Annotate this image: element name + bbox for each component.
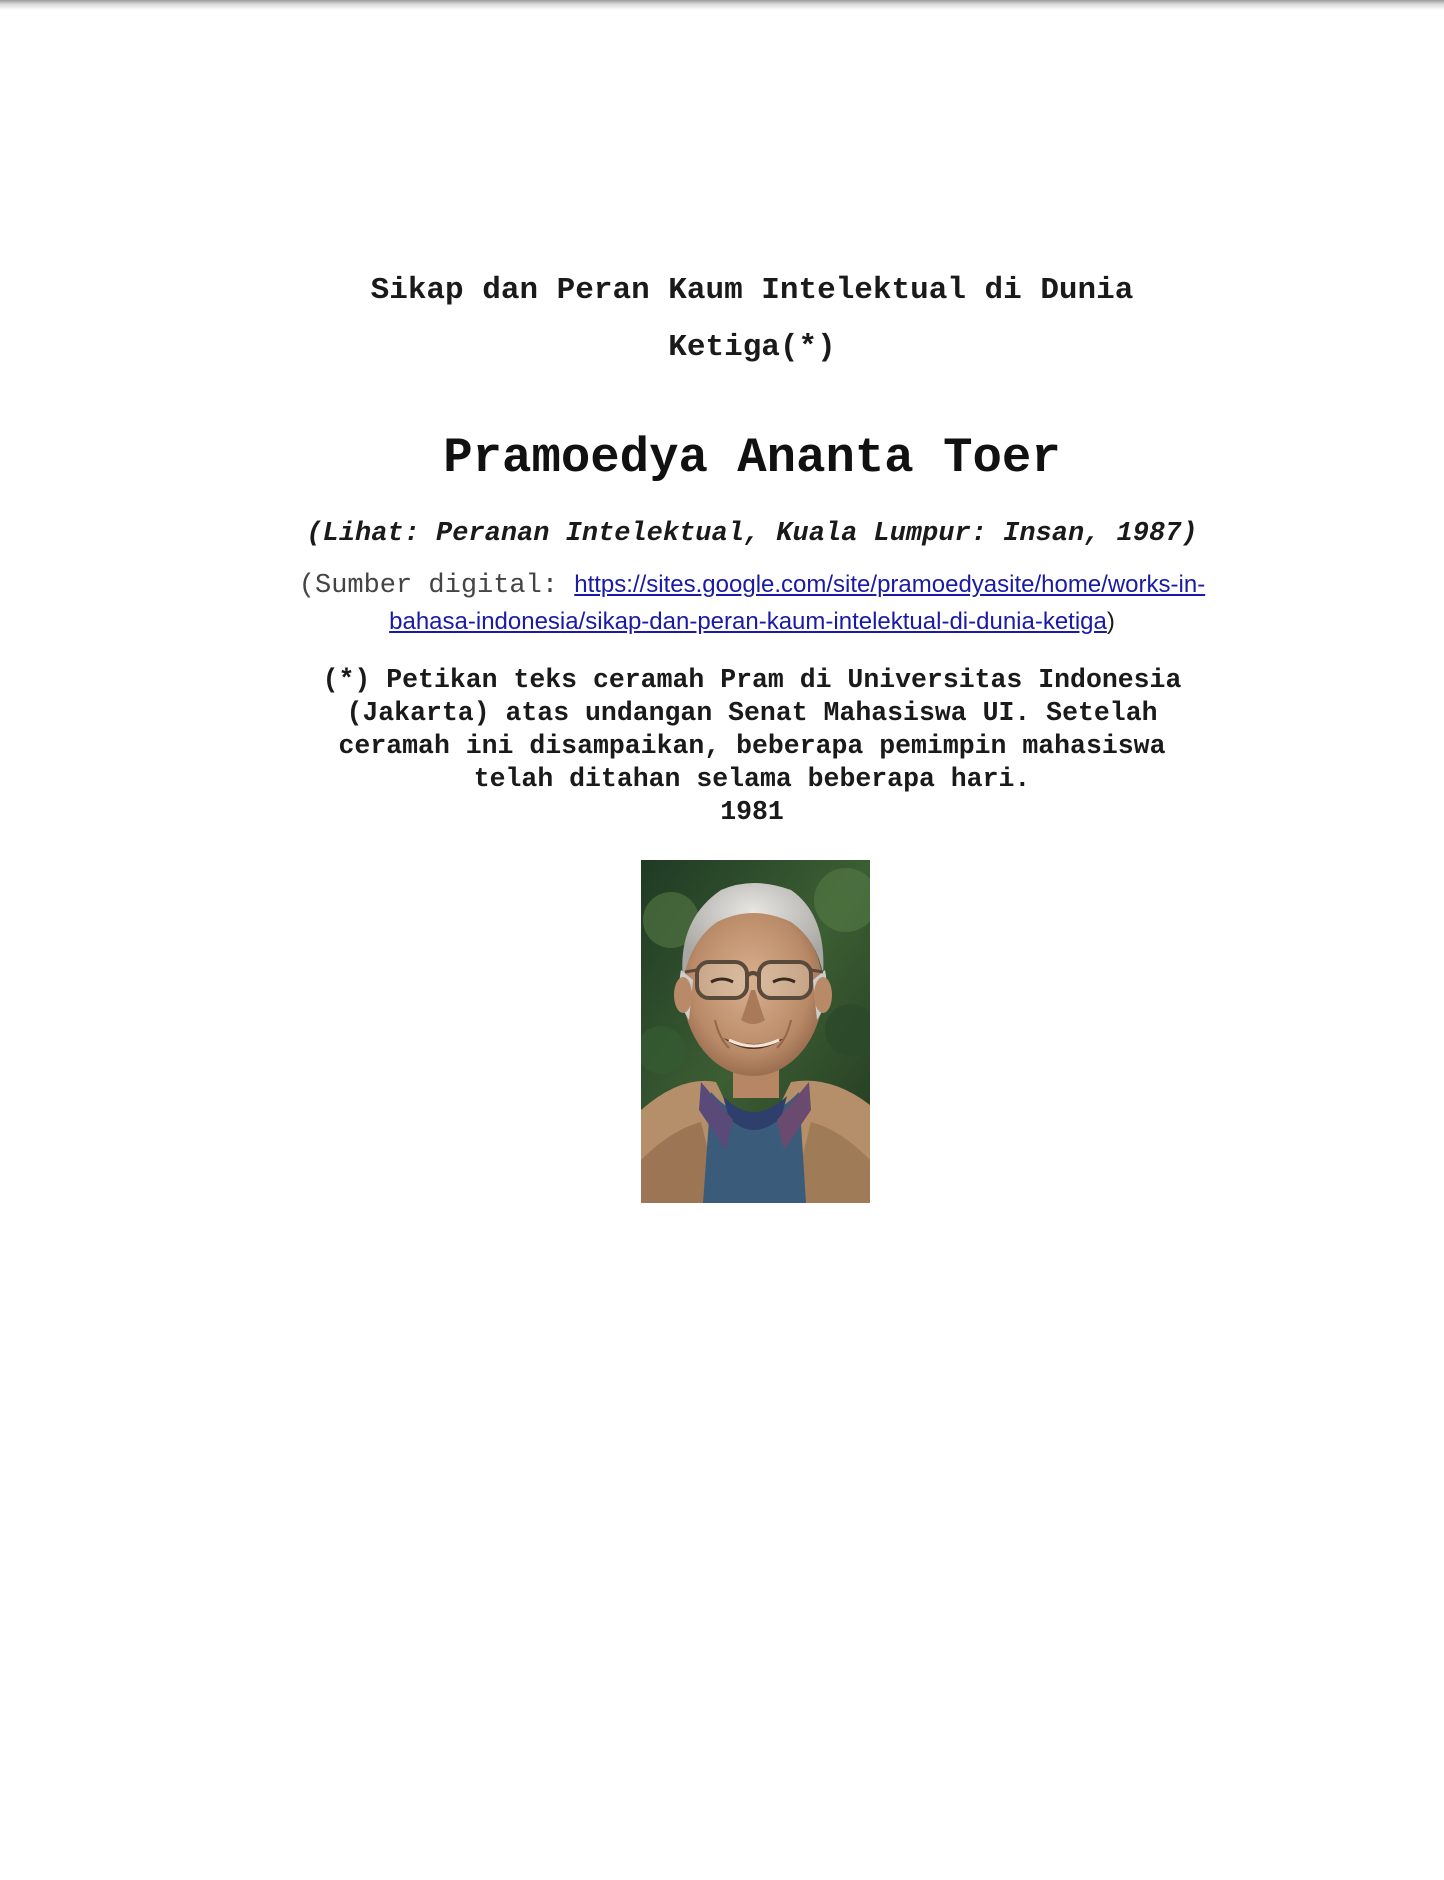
source-link-line-1[interactable]: https://sites.google.com/site/pramoedyasite/home/works-in- [574,571,1206,598]
source-link-line-2[interactable]: bahasa-indonesia/sikap-dan-peran-kaum-intelektual-di-dunia-ketiga [389,608,1107,635]
title-line-2: Ketiga(*) [668,330,836,365]
footnote-line-3: ceramah ini disampaikan, beberapa pemimpin mahasiswa [338,731,1166,761]
author-portrait-photo [641,860,870,1203]
source-label: (Sumber digital: [298,571,575,601]
footnote [252,664,1252,829]
author-name: Pramoedya Ananta Toer [443,430,1061,486]
footnote-line-4: telah ditahan selama beberapa hari. [473,764,1031,794]
document-title [222,262,1282,376]
footnote-year: 1981 [720,797,784,827]
title-line-1: Sikap dan Peran Kaum Intelektual di Dunia [370,273,1134,308]
footnote-line-2: (Jakarta) atas undangan Senat Mahasiswa UI. Setelah [346,698,1158,728]
source-closing-paren: ) [1106,608,1115,635]
digital-source [262,568,1242,642]
footnote-line-1: (*) Petikan teks ceramah Pram di Universitas Indonesia [322,665,1182,695]
citation: (Lihat: Peranan Intelektual, Kuala Lumpur: Insan, 1987) [306,519,1198,549]
